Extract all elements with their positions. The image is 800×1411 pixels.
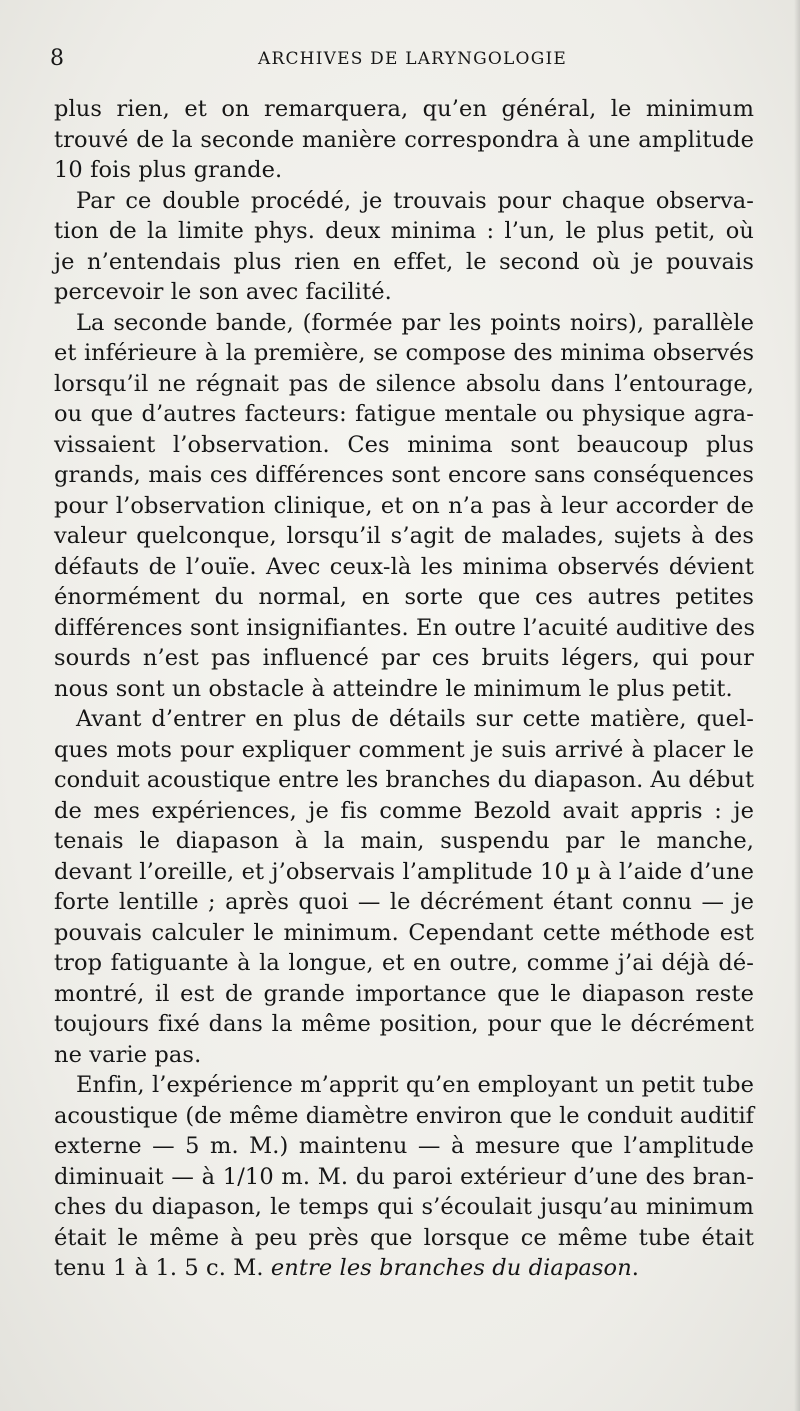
text-line: pour l’observation clinique, et on n’a pas à leur accorder de bbox=[54, 492, 754, 519]
text-line: de mes expériences, je fis comme Bezold avait appris : je bbox=[54, 797, 754, 824]
text-line: ques mots pour expliquer comment je suis arrivé à placer le bbox=[54, 736, 754, 763]
running-title: ARCHIVES DE LARYNGOLOGIE bbox=[258, 49, 567, 69]
text-line: défauts de l’ouïe. Avec ceux-là les minima observés dévient bbox=[54, 553, 754, 580]
body-text bbox=[54, 94, 754, 1284]
paragraph bbox=[54, 308, 754, 705]
italic-text-run: entre les branches du diapason bbox=[270, 1255, 632, 1281]
text-line: trop fatiguante à la longue, et en outre, comme j’ai déjà dé- bbox=[54, 950, 754, 976]
text-line: vissaient l’observation. Ces minima sont beaucoup plus bbox=[54, 431, 754, 458]
text-line: était le même à peu près que lorsque ce même tube était bbox=[54, 1224, 754, 1251]
text-line: je n’entendais plus rien en effet, le second où je pouvais bbox=[54, 248, 754, 275]
text-line: forte lentille ; après quoi — le décrément étant connu — je bbox=[54, 889, 754, 915]
text-line: énormément du normal, en sorte que ces autres petites bbox=[54, 584, 754, 610]
text-line: valeur quelconque, lorsqu’il s’agit de malades, sujets à des bbox=[54, 523, 754, 549]
text-line: ches du diapason, le temps qui s’écoulait jusqu’au minimum bbox=[54, 1194, 754, 1220]
text-line: ne varie pas. bbox=[54, 1041, 202, 1068]
text-run: tenu 1 à 1. 5 c. M. bbox=[54, 1255, 271, 1281]
text-line: pouvais calculer le minimum. Cependant cette méthode est bbox=[54, 919, 754, 946]
paragraph bbox=[54, 1070, 754, 1284]
text-line: toujours fixé dans la même position, pour que le décrément bbox=[54, 1011, 754, 1037]
text-line: Avant d’entrer en plus de détails sur cette matière, quel- bbox=[76, 706, 754, 732]
text-line: percevoir le son avec facilité. bbox=[54, 279, 392, 305]
text-line: ou que d’autres facteurs: fatigue mentale ou physique agra- bbox=[54, 401, 754, 427]
paragraph bbox=[54, 704, 754, 1070]
paragraph bbox=[54, 186, 754, 308]
text-run: . bbox=[631, 1255, 640, 1281]
text-line: nous sont un obstacle à atteindre le minimum le plus petit. bbox=[54, 675, 733, 702]
text-line: diminuait — à 1/10 m. M. du paroi extérieur d’une des bran- bbox=[54, 1163, 754, 1190]
page-number: 8 bbox=[50, 46, 64, 71]
text-line: grands, mais ces différences sont encore sans conséquences bbox=[54, 462, 754, 488]
text-line: Enfin, l’expérience m’apprit qu’en employant un petit tube bbox=[76, 1072, 754, 1098]
text-line: externe — 5 m. M.) maintenu — à mesure que l’amplitude bbox=[54, 1133, 754, 1159]
paragraph bbox=[54, 94, 754, 186]
text-line: Par ce double procédé, je trouvais pour chaque observa- bbox=[76, 187, 754, 214]
text-line: différences sont insignifiantes. En outre l’acuité auditive des bbox=[54, 614, 756, 641]
text-line: plus rien, et on remarquera, qu’en général, le minimum bbox=[54, 96, 754, 122]
text-line: conduit acoustique entre les branches du diapason. Au début bbox=[54, 767, 754, 793]
text-line: tenais le diapason à la main, suspendu par le manche, bbox=[54, 828, 754, 854]
text-line: sourds n’est pas influencé par ces bruits légers, qui pour bbox=[54, 645, 754, 671]
text-line bbox=[54, 1253, 754, 1284]
page-edge-shadow bbox=[794, 0, 800, 1411]
running-header bbox=[50, 44, 756, 76]
text-line: devant l’oreille, et j’observais l’amplitude 10 µ à l’aide d’une bbox=[54, 858, 754, 885]
text-line: et inférieure à la première, se compose des minima observés bbox=[54, 340, 754, 366]
text-line: tion de la limite phys. deux minima : l’un, le plus petit, où bbox=[54, 218, 754, 244]
text-line: acoustique (de même diamètre environ que le conduit auditif bbox=[54, 1102, 754, 1129]
text-line: lorsqu’il ne régnait pas de silence absolu dans l’entourage, bbox=[54, 370, 754, 397]
text-line: La seconde bande, (formée par les points noirs), parallèle bbox=[76, 309, 754, 336]
text-line: trouvé de la seconde manière correspondra à une amplitude bbox=[54, 126, 754, 153]
text-line: 10 fois plus grande. bbox=[54, 157, 283, 183]
text-line: montré, il est de grande importance que le diapason reste bbox=[54, 980, 754, 1007]
